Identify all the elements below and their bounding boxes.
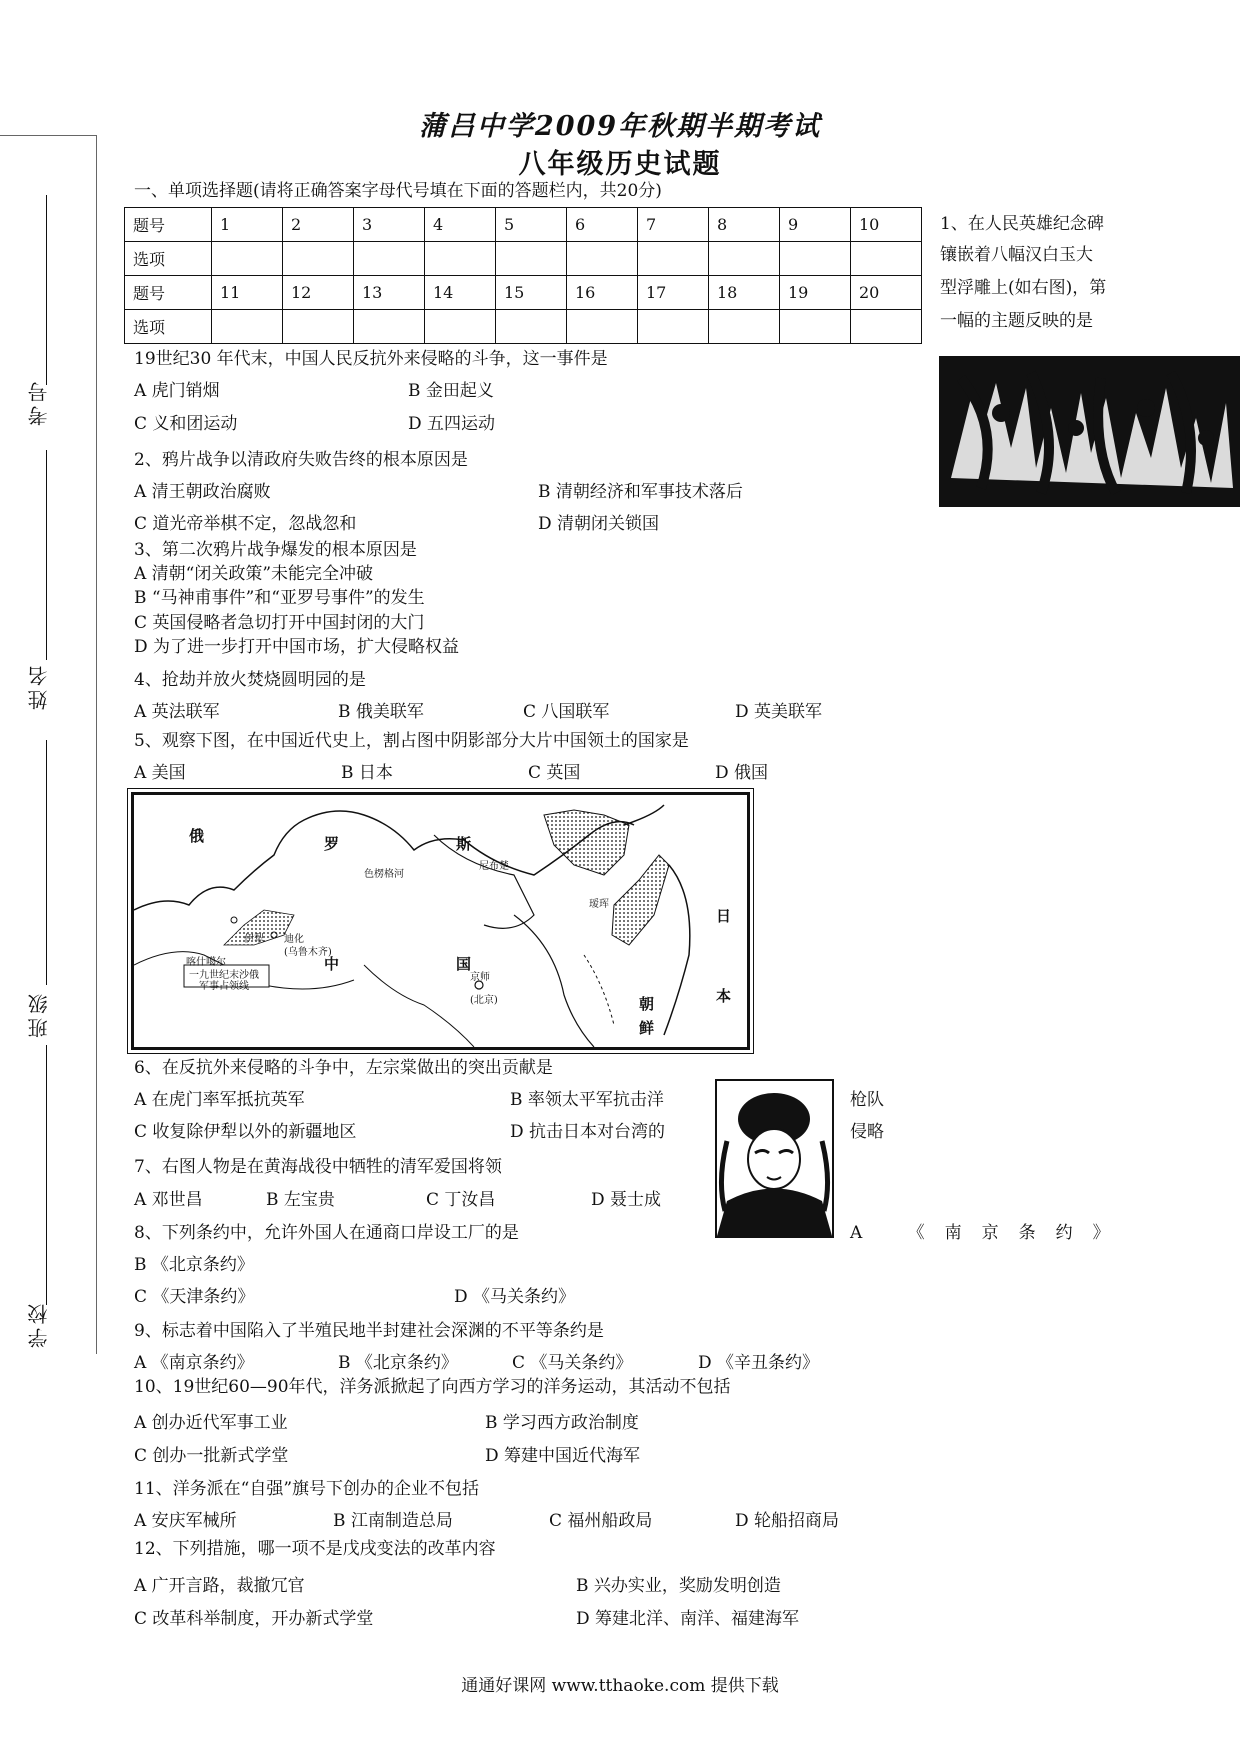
- answer-cell[interactable]: [780, 242, 851, 276]
- q3-stem: 3、第二次鸦片战争爆发的根本原因是: [134, 540, 417, 560]
- table-row: [125, 310, 922, 344]
- table-cell: 14: [425, 276, 496, 310]
- q6-option: 侵略: [850, 1122, 884, 1142]
- relief-sculpture-image: [939, 356, 1240, 507]
- table-cell: 15: [496, 276, 567, 310]
- answer-cell[interactable]: [283, 242, 354, 276]
- q4-option: A 英法联军: [134, 702, 220, 722]
- q5-option: A 美国: [134, 763, 186, 783]
- q6-option: B 率领太平军抗击洋: [510, 1090, 664, 1110]
- map-small-label: 迪化: [284, 934, 304, 945]
- exam-title: 蒲吕中学2009年秋期半期考试: [418, 111, 822, 142]
- historical-map: [131, 792, 750, 1050]
- footer-source: 通通好课网 www.tthaoke.com 提供下载: [461, 1676, 779, 1696]
- map-small-label: 军事占领线: [199, 981, 249, 992]
- exam-no-label: 考号: [27, 378, 51, 426]
- side-question-line: 一幅的主题反映的是: [940, 311, 1093, 331]
- q5-option: C 英国: [528, 763, 581, 783]
- q10-option: C 创办一批新式学堂: [134, 1446, 289, 1466]
- q2-option: B 清朝经济和军事技术落后: [538, 482, 743, 502]
- table-row: [125, 208, 922, 242]
- map-small-label: (北京): [470, 995, 498, 1006]
- table-cell: 12: [283, 276, 354, 310]
- name-line: [46, 450, 47, 660]
- q5-stem: 5、观察下图，在中国近代史上，割占图中阴影部分大片中国领土的国家是: [134, 731, 689, 751]
- q11-stem: 11、洋务派在“自强”旗号下创办的企业不包括: [134, 1479, 480, 1499]
- q3-option: C 英国侵略者急切打开中国封闭的大门: [134, 613, 425, 633]
- q10-option: D 筹建中国近代海军: [485, 1446, 641, 1466]
- q7-option: D 聂士成: [591, 1190, 662, 1210]
- q6-option: A 在虎门率军抵抗英军: [134, 1090, 305, 1110]
- table-cell: 17: [638, 276, 709, 310]
- q3-option: B “马神甫事件”和“亚罗号事件”的发生: [134, 588, 425, 608]
- q7-option: B 左宝贵: [266, 1190, 335, 1210]
- table-cell: 9: [780, 208, 851, 242]
- q2-option: C 道光帝举棋不定，忽战忽和: [134, 514, 357, 534]
- map-label: 朝: [639, 995, 655, 1013]
- q10-option: A 创办近代军事工业: [134, 1413, 288, 1433]
- q8-option: A 《南京条约》: [850, 1223, 1130, 1243]
- table-cell-label: 题号: [125, 208, 212, 242]
- map-small-label: 喀什噶尔: [186, 957, 226, 968]
- q7-stem: 7、右图人物是在黄海战役中牺牲的清军爱国将领: [134, 1157, 502, 1177]
- class-label: 班级: [27, 990, 51, 1038]
- map-small-label: 瑷珲: [589, 899, 609, 910]
- q5-option: D 俄国: [715, 763, 769, 783]
- map-small-label: 伊犁: [244, 934, 264, 945]
- table-cell: 11: [212, 276, 283, 310]
- answer-table: [124, 207, 922, 344]
- table-cell: 6: [567, 208, 638, 242]
- map-small-label: 尼布楚: [479, 861, 509, 872]
- q12-option: A 广开言路，裁撤冗官: [134, 1576, 305, 1596]
- table-cell-label: 选项: [125, 310, 212, 344]
- exam-subtitle: 八年级历史试题: [518, 149, 722, 180]
- map-small-label: 色楞格河: [364, 869, 404, 880]
- table-cell: 16: [567, 276, 638, 310]
- map-small-label: (乌鲁木齐): [284, 947, 332, 958]
- map-small-label: 京师: [470, 972, 490, 983]
- table-row: [125, 276, 922, 310]
- answer-cell[interactable]: [496, 310, 567, 344]
- q5-option: B 日本: [341, 763, 393, 783]
- answer-cell[interactable]: [425, 242, 496, 276]
- answer-cell[interactable]: [709, 310, 780, 344]
- q12-option: D 筹建北洋、南洋、福建海军: [576, 1609, 800, 1629]
- table-cell: 5: [496, 208, 567, 242]
- map-label: 国: [456, 955, 472, 973]
- q3-option: D 为了进一步打开中国市场，扩大侵略权益: [134, 637, 460, 657]
- answer-cell[interactable]: [496, 242, 567, 276]
- school-line: [46, 1045, 47, 1305]
- answer-cell[interactable]: [354, 242, 425, 276]
- table-cell-label: 题号: [125, 276, 212, 310]
- q9-stem: 9、标志着中国陷入了半殖民地半封建社会深渊的不平等条约是: [134, 1321, 604, 1341]
- school-label: 学校: [27, 1300, 51, 1348]
- q2-option: A 清王朝政治腐败: [134, 482, 271, 502]
- side-question-line: 型浮雕上(如右图)，第: [940, 278, 1107, 298]
- q7-option: A 邓世昌: [134, 1190, 203, 1210]
- q7-option: C 丁汝昌: [426, 1190, 496, 1210]
- q6-option: D 抗击日本对台湾的: [510, 1122, 666, 1142]
- table-cell: 7: [638, 208, 709, 242]
- table-row: [125, 242, 922, 276]
- answer-cell[interactable]: [212, 242, 283, 276]
- table-cell: 19: [780, 276, 851, 310]
- q1-option: A 虎门销烟: [134, 381, 220, 401]
- q3-option: A 清朝“闭关政策”未能完全冲破: [134, 564, 374, 584]
- answer-cell[interactable]: [638, 242, 709, 276]
- answer-cell[interactable]: [354, 310, 425, 344]
- q8-option: C 《天津条约》: [134, 1287, 255, 1307]
- table-cell: 8: [709, 208, 780, 242]
- q9-option: C 《马关条约》: [512, 1353, 633, 1373]
- exam-no-line: [46, 195, 47, 385]
- q4-option: D 英美联军: [735, 702, 823, 722]
- q9-option: A 《南京条约》: [134, 1353, 254, 1373]
- answer-cell[interactable]: [851, 310, 922, 344]
- q11-option: B 江南制造总局: [333, 1511, 453, 1531]
- answer-cell[interactable]: [567, 310, 638, 344]
- answer-cell[interactable]: [212, 310, 283, 344]
- q10-option: B 学习西方政治制度: [485, 1413, 639, 1433]
- q11-option: A 安庆军械所: [134, 1511, 237, 1531]
- answer-cell[interactable]: [780, 310, 851, 344]
- class-line: [46, 740, 47, 985]
- map-label: 中: [324, 955, 340, 973]
- q4-stem: 4、抢劫并放火焚烧圆明园的是: [134, 670, 366, 690]
- table-cell: 13: [354, 276, 425, 310]
- table-cell: 1: [212, 208, 283, 242]
- portrait-image: [715, 1079, 834, 1238]
- name-label: 姓名: [27, 662, 51, 710]
- q11-option: C 福州船政局: [549, 1511, 653, 1531]
- table-cell: 18: [709, 276, 780, 310]
- q1-option: D 五四运动: [408, 414, 496, 434]
- side-question-line: 1、在人民英雄纪念碑: [940, 214, 1104, 234]
- q1-stem: 19世纪30 年代末，中国人民反抗外来侵略的斗争，这一事件是: [134, 349, 608, 369]
- binding-strip: [0, 135, 97, 1354]
- map-label: 鲜: [639, 1019, 655, 1037]
- q6-stem: 6、在反抗外来侵略的斗争中，左宗棠做出的突出贡献是: [134, 1058, 553, 1078]
- q12-option: C 改革科举制度，开办新式学堂: [134, 1609, 374, 1629]
- q2-option: D 清朝闭关锁国: [538, 514, 660, 534]
- table-cell: 2: [283, 208, 354, 242]
- answer-cell[interactable]: [709, 242, 780, 276]
- q9-option: B 《北京条约》: [338, 1353, 458, 1373]
- q9-option: D 《辛丑条约》: [698, 1353, 820, 1373]
- q4-option: B 俄美联军: [338, 702, 424, 722]
- q11-option: D 轮船招商局: [735, 1511, 840, 1531]
- answer-cell[interactable]: [567, 242, 638, 276]
- table-cell: 10: [851, 208, 922, 242]
- section1-heading: 一、单项选择题(请将正确答案字母代号填在下面的答题栏内，共20分): [134, 181, 662, 201]
- table-cell-label: 选项: [125, 242, 212, 276]
- answer-cell[interactable]: [638, 310, 709, 344]
- answer-cell[interactable]: [425, 310, 496, 344]
- q1-option: B 金田起义: [408, 381, 494, 401]
- answer-cell[interactable]: [851, 242, 922, 276]
- q8-stem: 8、下列条约中，允许外国人在通商口岸设工厂的是: [134, 1223, 519, 1243]
- q12-option: B 兴办实业，奖励发明创造: [576, 1576, 781, 1596]
- answer-cell[interactable]: [283, 310, 354, 344]
- q2-stem: 2、鸦片战争以清政府失败告终的根本原因是: [134, 450, 468, 470]
- map-label: 罗: [324, 835, 340, 853]
- q10-stem: 10、19世纪60—90年代，洋务派掀起了向西方学习的洋务运动，其活动不包括: [134, 1377, 731, 1397]
- q1-option: C 义和团运动: [134, 414, 238, 434]
- map-small-label: 一九世纪末沙俄: [189, 970, 259, 981]
- side-question-line: 镶嵌着八幅汉白玉大: [940, 245, 1093, 265]
- q6-option: 枪队: [850, 1090, 884, 1110]
- table-cell: 20: [851, 276, 922, 310]
- table-cell: 3: [354, 208, 425, 242]
- map-label: 本: [716, 987, 732, 1005]
- table-cell: 4: [425, 208, 496, 242]
- q6-option: C 收复除伊犁以外的新疆地区: [134, 1122, 357, 1142]
- map-label: 俄: [189, 827, 205, 845]
- map-label: 日: [716, 907, 732, 925]
- map-label: 斯: [456, 835, 472, 853]
- q12-stem: 12、下列措施，哪一项不是戊戌变法的改革内容: [134, 1539, 496, 1559]
- q8-option: B 《北京条约》: [134, 1255, 254, 1275]
- q8-option: D 《马关条约》: [454, 1287, 576, 1307]
- q4-option: C 八国联军: [523, 702, 610, 722]
